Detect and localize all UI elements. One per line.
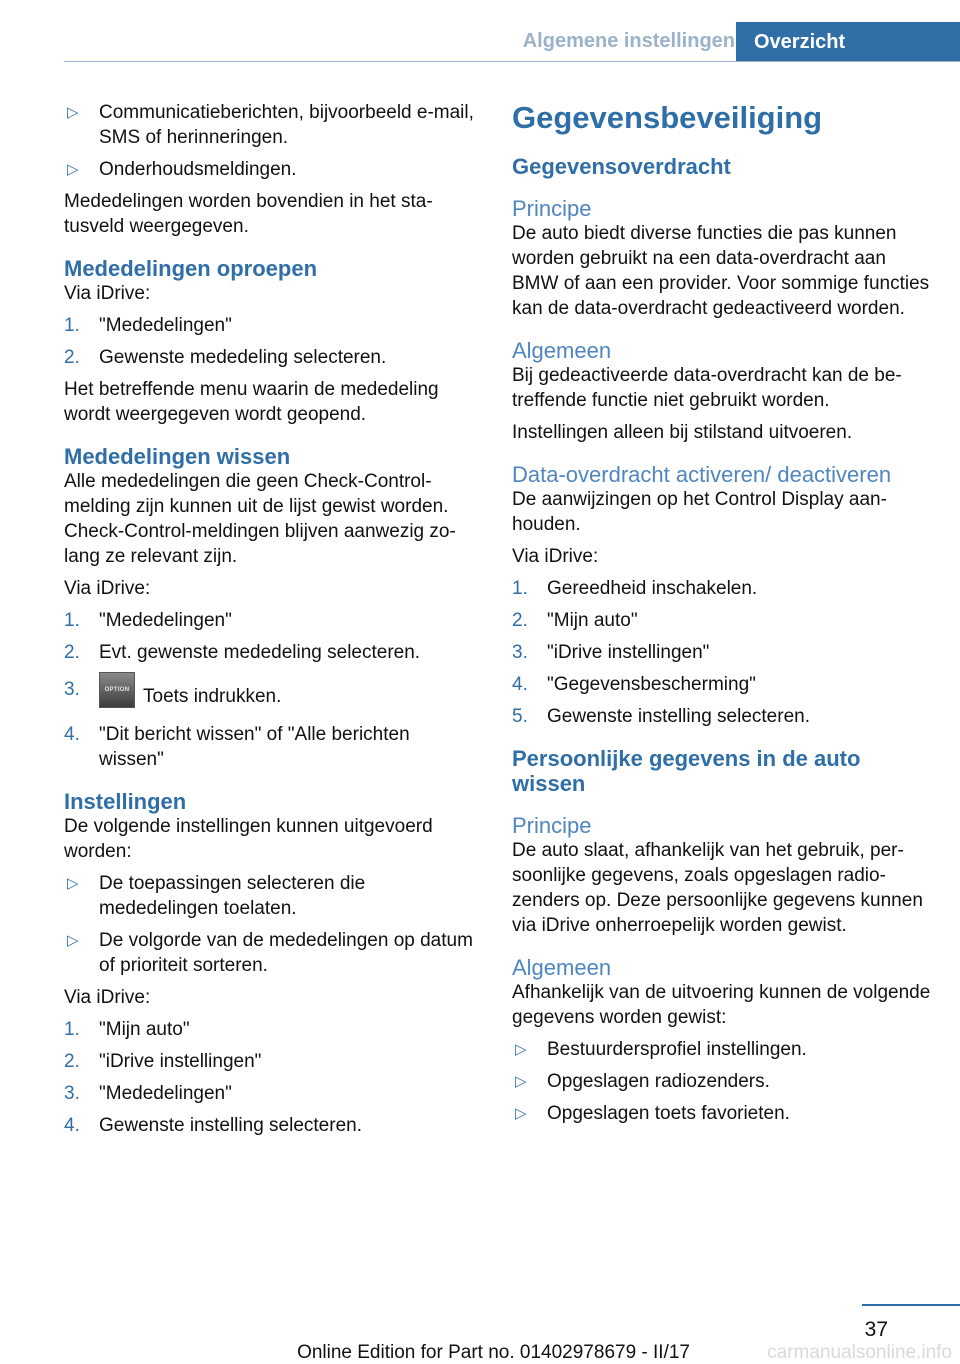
numbered-list xyxy=(512,576,932,729)
option-button-icon: OPTION xyxy=(99,672,135,708)
watermark: carmanualsonline.info xyxy=(767,1342,952,1363)
list-item: 2. Evt. gewenste mededeling selecteren. xyxy=(64,642,421,663)
list-item: ▷ Onderhoudsmeldingen. xyxy=(67,159,297,180)
left-column xyxy=(64,100,474,1145)
paragraph: Mededelingen worden bovendien in het statusveld weergegeven. xyxy=(64,191,433,237)
paragraph: Via iDrive: xyxy=(64,283,151,304)
paragraph: Bij gedeactiveerde data-overdracht kan de betreffende functie niet gebruikt worden. xyxy=(512,365,902,411)
triangle-icon: ▷ xyxy=(67,104,79,121)
paragraph: Alle mededelingen die geen Check-Control-melding zijn kunnen uit de lijst gewist worden. Check-Control-meldingen blijven aanwezig zolang ze relevant zijn. xyxy=(64,471,456,567)
list-item: 2. "Mijn auto" xyxy=(512,610,638,631)
paragraph: De auto slaat, afhankelijk van het gebruik, persoonlijke gegevens, zoals opgeslagen radiozenders op. Deze persoonlijke gegevens kunnen via iDrive onherroepelijk worden gewist. xyxy=(512,840,923,936)
subheading: Data-overdracht activeren/ deactiveren xyxy=(512,462,892,487)
numbered-list xyxy=(64,313,474,370)
section-title: Algemene instellingen xyxy=(522,30,735,52)
list-item: ▷ Bestuurdersprofiel instellingen. xyxy=(515,1039,807,1060)
list-item: 1. Gereedheid inschakelen. xyxy=(512,578,758,599)
paragraph: Afhankelijk van de uitvoering kunnen de volgende gegevens worden gewist: xyxy=(512,982,931,1028)
edition-note: Online Edition for Part no. 01402978679 - II/17 xyxy=(297,1342,690,1363)
heading: Instellingen xyxy=(64,789,187,814)
list-item: ▷ De toepassingen selecteren die mededelingen toelaten. xyxy=(67,873,366,919)
page-title: Gegevensbeveiliging xyxy=(512,100,823,135)
page-footer xyxy=(0,1304,960,1362)
paragraph: De aanwijzingen op het Control Display aanhouden. xyxy=(512,489,887,535)
list-item: 2. Gewenste mededeling selecteren. xyxy=(64,347,387,368)
paragraph: Instellingen alleen bij stilstand uitvoeren. xyxy=(512,422,853,443)
list-item: 3. OPTION Toets indrukken. xyxy=(64,672,474,715)
list-item: 1. "Mededelingen" xyxy=(64,610,232,631)
paragraph: Via iDrive: xyxy=(512,546,599,567)
subheading: Algemeen xyxy=(512,338,612,363)
bullet-list xyxy=(512,1037,932,1126)
paragraph: Via iDrive: xyxy=(64,578,151,599)
triangle-icon: ▷ xyxy=(67,875,79,892)
list-item: 2. "iDrive instellingen" xyxy=(64,1051,262,1072)
list-item: 1. "Mededelingen" xyxy=(64,315,232,336)
numbered-list xyxy=(64,1017,474,1138)
heading: Mededelingen wissen xyxy=(64,444,291,469)
heading: Mededelingen oproepen xyxy=(64,256,318,281)
chapter-tab: Overzicht xyxy=(736,22,960,62)
paragraph: De volgende instellingen kunnen uitgevoerd worden: xyxy=(64,816,433,862)
subheading: Principe xyxy=(512,813,592,838)
list-item: 5. Gewenste instelling selecteren. xyxy=(512,706,810,727)
paragraph: Via iDrive: xyxy=(64,987,151,1008)
list-item: ▷ Communicatieberichten, bijvoorbeeld e-mail, SMS of herinneringen. xyxy=(67,102,474,148)
list-item: ▷ De volgorde van de mededelingen op datum of prioriteit sorteren. xyxy=(67,930,473,976)
heading: Gegevensoverdracht xyxy=(512,154,731,179)
list-item: 4. "Dit bericht wissen" of "Alle berichten wissen" xyxy=(64,724,410,770)
triangle-icon: ▷ xyxy=(67,161,79,178)
triangle-icon: ▷ xyxy=(515,1105,527,1122)
heading: Persoonlijke gegevens in de auto wissen xyxy=(512,746,861,796)
triangle-icon: ▷ xyxy=(515,1041,527,1058)
list-item: 3. "iDrive instellingen" xyxy=(512,642,710,663)
list-item: ▷ Opgeslagen toets favorieten. xyxy=(515,1103,790,1124)
list-item: 3. "Mededelingen" xyxy=(64,1083,232,1104)
numbered-list xyxy=(64,608,474,772)
list-item: 1. "Mijn auto" xyxy=(64,1019,190,1040)
footer-rule xyxy=(862,1304,960,1306)
list-item: 4. "Gegevensbescherming" xyxy=(512,674,756,695)
bullet-list xyxy=(64,871,474,978)
right-column xyxy=(512,100,932,1133)
triangle-icon: ▷ xyxy=(515,1073,527,1090)
header-rule xyxy=(64,61,960,62)
paragraph: Het betreffende menu waarin de mededeling wordt weergegeven wordt geopend. xyxy=(64,379,439,425)
bullet-list xyxy=(64,100,474,182)
list-item: ▷ Opgeslagen radiozenders. xyxy=(515,1071,770,1092)
list-item: 4. Gewenste instelling selecteren. xyxy=(64,1115,362,1136)
subheading: Algemeen xyxy=(512,955,612,980)
triangle-icon: ▷ xyxy=(67,932,79,949)
paragraph: De auto biedt diverse functies die pas kunnen worden gebruikt na een data-overdracht aan BMW of aan een provider. Voor sommige functies kan de data-overdracht gedeactiveerd worden. xyxy=(512,223,930,319)
subheading: Principe xyxy=(512,196,592,221)
page-number: 37 xyxy=(864,1318,888,1341)
page-header xyxy=(0,0,960,62)
